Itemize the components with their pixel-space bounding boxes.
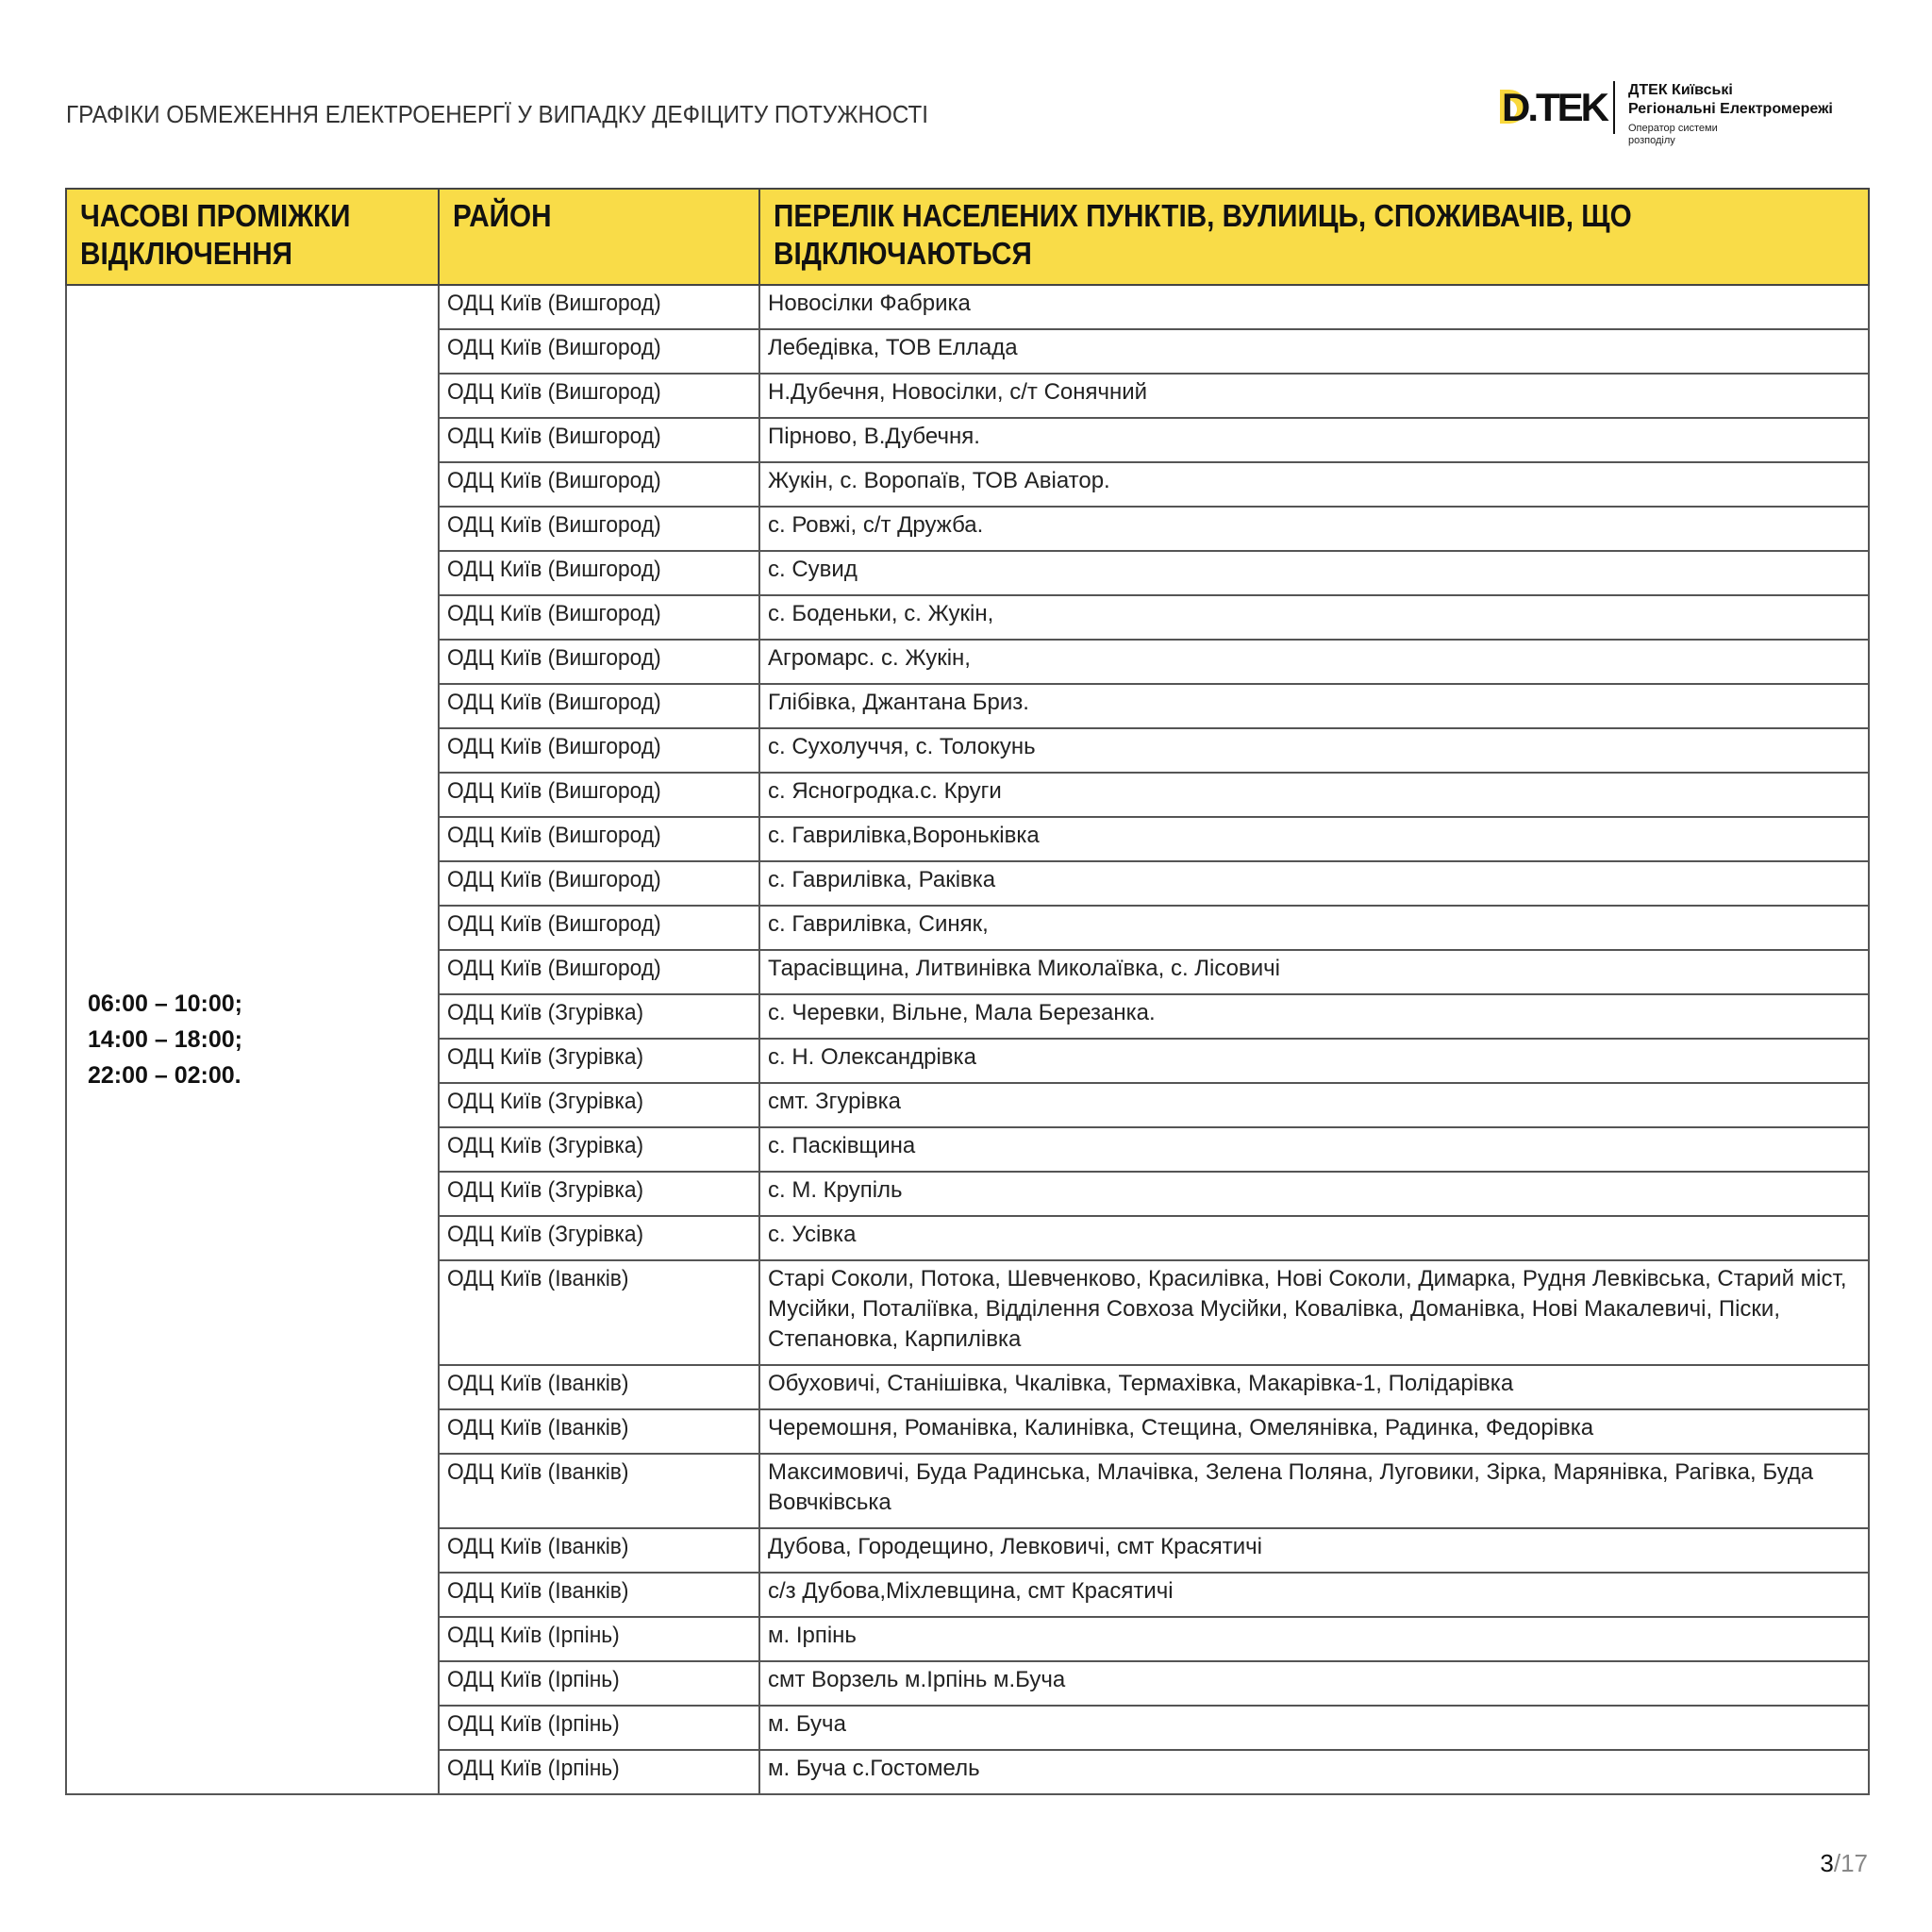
district-cell: [439, 1409, 759, 1454]
places-list: с. Ровжі, с/т Дружба.: [768, 512, 984, 538]
district-name: ОДЦ Київ (Вишгород): [447, 645, 661, 671]
district-name: ОДЦ Київ (Вишгород): [447, 823, 661, 848]
places-cell: [759, 1454, 1869, 1528]
district-cell: [439, 1706, 759, 1750]
district-name: ОДЦ Київ (Згурівка): [447, 1044, 644, 1070]
page-current: 3: [1820, 1849, 1834, 1877]
places-cell: [759, 1528, 1869, 1573]
district-name: ОДЦ Київ (Вишгород): [447, 734, 661, 759]
places-list: с. Боденьки, с. Жукін,: [768, 601, 994, 626]
logo-subtitle-line1: Оператор системи: [1628, 123, 1718, 134]
district-name: ОДЦ Київ (Іванків): [447, 1459, 629, 1485]
table-row: [66, 285, 1869, 329]
district-name: ОДЦ Київ (Іванків): [447, 1415, 629, 1441]
places-list: Тарасівщина, Литвинівка Миколаївка, с. Лісовичі: [768, 956, 1280, 981]
places-list: с. Сувид: [768, 557, 858, 582]
district-cell: [439, 1172, 759, 1216]
district-name: ОДЦ Київ (Іванків): [447, 1578, 629, 1604]
dtek-logo-mark: [1500, 85, 1607, 129]
district-name: ОДЦ Київ (Вишгород): [447, 335, 661, 360]
district-cell: [439, 817, 759, 861]
logo-subtitle-line2: розподілу: [1628, 135, 1675, 146]
places-cell: [759, 329, 1869, 374]
district-name: ОДЦ Київ (Вишгород): [447, 690, 661, 715]
district-cell: [439, 640, 759, 684]
places-cell: [759, 285, 1869, 329]
time-slots-cell: [66, 285, 439, 1794]
district-name: ОДЦ Київ (Вишгород): [447, 911, 661, 937]
district-cell: [439, 1216, 759, 1260]
district-cell: [439, 994, 759, 1039]
places-list: с. М. Крупіль: [768, 1177, 903, 1203]
district-cell: [439, 374, 759, 418]
district-cell: [439, 861, 759, 906]
page-total: /17: [1833, 1849, 1868, 1877]
places-cell: [759, 728, 1869, 773]
places-cell: [759, 374, 1869, 418]
district-cell: [439, 728, 759, 773]
places-cell: [759, 1409, 1869, 1454]
places-list: Дубова, Городещино, Левковичі, смт Красятичі: [768, 1534, 1263, 1559]
district-cell: [439, 507, 759, 551]
logo-company-line1: ДТЕК Київські: [1628, 82, 1733, 98]
district-name: ОДЦ Київ (Вишгород): [447, 512, 661, 538]
places-cell: [759, 1706, 1869, 1750]
places-cell: [759, 684, 1869, 728]
logo-letters: D.TEK: [1502, 85, 1607, 129]
district-name: ОДЦ Київ (Ірпінь): [447, 1667, 620, 1692]
places-list: с. Гаврилівка, Раківка: [768, 867, 996, 892]
district-name: ОДЦ Київ (Іванків): [447, 1266, 629, 1291]
places-cell: [759, 950, 1869, 994]
district-name: ОДЦ Київ (Вишгород): [447, 291, 661, 316]
places-cell: [759, 861, 1869, 906]
places-list: смт. Згурівка: [768, 1089, 901, 1114]
places-cell: [759, 1661, 1869, 1706]
dtek-logo: [1500, 81, 1833, 166]
places-list: м. Буча: [768, 1711, 846, 1737]
places-list: Жукін, с. Воропаїв, ТОВ Авіатор.: [768, 468, 1110, 493]
district-name: ОДЦ Київ (Вишгород): [447, 956, 661, 981]
district-cell: [439, 684, 759, 728]
places-cell: [759, 817, 1869, 861]
places-list: Обуховичі, Станішівка, Чкалівка, Термахівка, Макарівка-1, Полідарівка: [768, 1371, 1514, 1396]
district-cell: [439, 1039, 759, 1083]
district-cell: [439, 1083, 759, 1127]
places-cell: [759, 551, 1869, 595]
page-number: [1820, 1849, 1868, 1878]
district-name: ОДЦ Київ (Іванків): [447, 1534, 629, 1559]
logo-divider: [1613, 81, 1615, 134]
places-cell: [759, 462, 1869, 507]
table-header-row: [66, 189, 1869, 285]
places-cell: [759, 595, 1869, 640]
places-cell: [759, 640, 1869, 684]
district-cell: [439, 1454, 759, 1528]
district-cell: [439, 1528, 759, 1573]
places-list: с. Ясногродка.с. Круги: [768, 778, 1002, 804]
district-cell: [439, 1127, 759, 1172]
logo-company-line2: Регіональні Електромережі: [1628, 101, 1833, 117]
document-title: ГРАФІКИ ОБМЕЖЕННЯ ЕЛЕКТРОЕНЕРГЇ У ВИПАДКУ ДЕФІЦИТУ ПОТУЖНОСТІ: [66, 100, 928, 128]
district-name: ОДЦ Київ (Згурівка): [447, 1222, 644, 1247]
places-cell: [759, 1172, 1869, 1216]
places-list: Глібівка, Джантана Бриз.: [768, 690, 1029, 715]
places-list: Новосілки Фабрика: [768, 291, 971, 316]
logo-text: [1628, 81, 1833, 166]
places-list: с. Сухолуччя, с. Толокунь: [768, 734, 1036, 759]
district-name: ОДЦ Київ (Вишгород): [447, 424, 661, 449]
places-list: с/з Дубова,Міхлевщина, смт Красятичі: [768, 1578, 1174, 1604]
district-name: ОДЦ Київ (Вишгород): [447, 468, 661, 493]
district-name: ОДЦ Київ (Згурівка): [447, 1133, 644, 1158]
places-cell: [759, 994, 1869, 1039]
places-cell: [759, 1216, 1869, 1260]
places-list: с. Черевки, Вільне, Мала Березанка.: [768, 1000, 1156, 1025]
district-cell: [439, 285, 759, 329]
district-name: ОДЦ Київ (Вишгород): [447, 601, 661, 626]
places-cell: [759, 906, 1869, 950]
district-cell: [439, 906, 759, 950]
places-cell: [759, 1750, 1869, 1794]
district-cell: [439, 462, 759, 507]
district-cell: [439, 1365, 759, 1409]
district-cell: [439, 329, 759, 374]
places-list: с. Гаврилівка, Синяк,: [768, 911, 989, 937]
places-cell: [759, 1127, 1869, 1172]
places-list: с. Усівка: [768, 1222, 857, 1247]
district-name: ОДЦ Київ (Ірпінь): [447, 1623, 620, 1648]
time-slot: 22:00 – 02:00.: [88, 1062, 242, 1089]
district-name: ОДЦ Київ (Згурівка): [447, 1177, 644, 1203]
places-cell: [759, 1083, 1869, 1127]
district-name: ОДЦ Київ (Вишгород): [447, 867, 661, 892]
places-cell: [759, 1573, 1869, 1617]
district-cell: [439, 1573, 759, 1617]
district-cell: [439, 1750, 759, 1794]
district-cell: [439, 773, 759, 817]
column-header-district: РАЙОН: [439, 189, 759, 285]
places-cell: [759, 773, 1869, 817]
places-list: Максимовичі, Буда Радинська, Млачівка, Зелена Поляна, Луговики, Зірка, Марянівка, Рагівка, Буда Вовчківська: [768, 1459, 1814, 1515]
time-slot: 14:00 – 18:00;: [88, 1026, 243, 1053]
district-name: ОДЦ Київ (Ірпінь): [447, 1756, 620, 1781]
places-list: Агромарс. с. Жукін,: [768, 645, 971, 671]
places-cell: [759, 1260, 1869, 1365]
district-name: ОДЦ Київ (Ірпінь): [447, 1711, 620, 1737]
places-list: Пірново, В.Дубечня.: [768, 424, 980, 449]
district-cell: [439, 418, 759, 462]
district-name: ОДЦ Київ (Іванків): [447, 1371, 629, 1396]
places-cell: [759, 418, 1869, 462]
places-cell: [759, 1617, 1869, 1661]
district-cell: [439, 1260, 759, 1365]
column-header-time: ЧАСОВІ ПРОМІЖКИ ВІДКЛЮЧЕННЯ: [66, 189, 439, 285]
district-cell: [439, 551, 759, 595]
district-name: ОДЦ Київ (Згурівка): [447, 1000, 644, 1025]
places-list: с. Пасківщина: [768, 1133, 916, 1158]
places-list: Н.Дубечня, Новосілки, с/т Сонячний: [768, 379, 1148, 405]
places-list: смт Ворзель м.Ірпінь м.Буча: [768, 1667, 1066, 1692]
places-list: м. Ірпінь: [768, 1623, 857, 1648]
places-cell: [759, 1365, 1869, 1409]
district-name: ОДЦ Київ (Згурівка): [447, 1089, 644, 1114]
district-name: ОДЦ Київ (Вишгород): [447, 557, 661, 582]
places-list: Лебедівка, ТОВ Еллада: [768, 335, 1018, 360]
district-name: ОДЦ Київ (Вишгород): [447, 379, 661, 405]
places-list: с. Н. Олександрівка: [768, 1044, 976, 1070]
places-list: Старі Соколи, Потока, Шевченково, Красилівка, Нові Соколи, Димарка, Рудня Левківська, Старий міст, Мусійки, Поталіївка, Відділення Совхоза Мусійки, Ковалівка, Доманівка, Нові Макалевичі, Піски, Степановка, Карпилівка: [768, 1266, 1847, 1352]
district-cell: [439, 1661, 759, 1706]
column-header-places: ПЕРЕЛІК НАСЕЛЕНИХ ПУНКТІВ, ВУЛИИЦЬ, СПОЖИВАЧІВ, ЩО ВІДКЛЮЧАЮТЬСЯ: [759, 189, 1869, 285]
district-name: ОДЦ Київ (Вишгород): [447, 778, 661, 804]
district-cell: [439, 950, 759, 994]
places-cell: [759, 1039, 1869, 1083]
places-list: с. Гаврилівка,Вороньківка: [768, 823, 1040, 848]
outage-schedule-table: [65, 188, 1870, 1795]
places-list: Черемошня, Романівка, Калинівка, Стещина, Омелянівка, Радинка, Федорівка: [768, 1415, 1594, 1441]
places-cell: [759, 507, 1869, 551]
time-slot: 06:00 – 10:00;: [88, 991, 243, 1017]
district-cell: [439, 595, 759, 640]
district-cell: [439, 1617, 759, 1661]
places-list: м. Буча с.Гостомель: [768, 1756, 980, 1781]
